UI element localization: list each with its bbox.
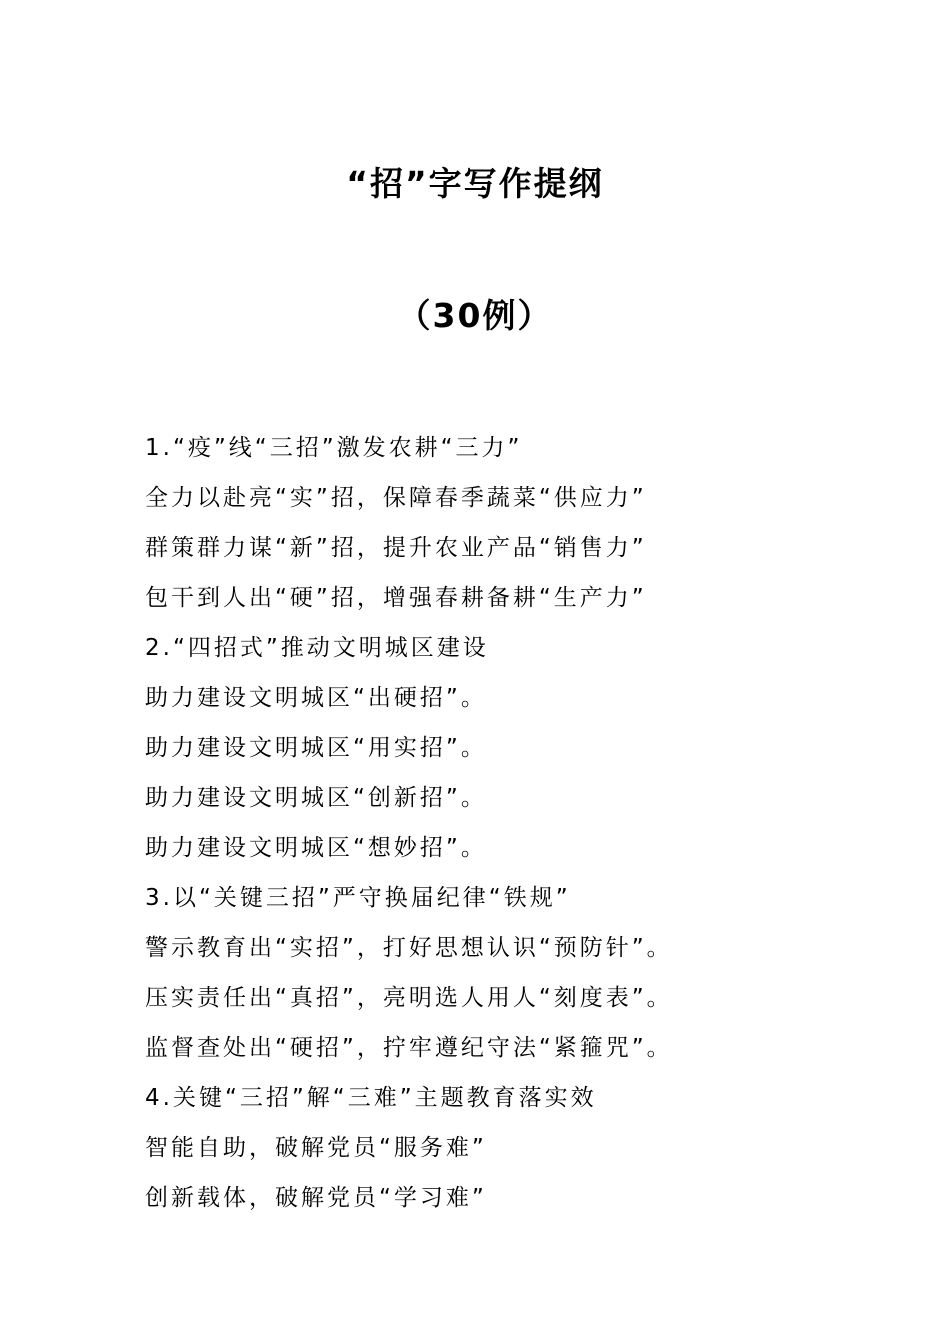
outline-item: 助力建设文明城区“想妙招”。 [145, 835, 487, 861]
outline-item: 助力建设文明城区“创新招”。 [145, 785, 487, 811]
outline-body [145, 430, 865, 1230]
outline-item: 助力建设文明城区“出硬招”。 [145, 685, 487, 711]
outline-item: 创新载体，破解党员“学习难” [145, 1185, 487, 1211]
outline-item: 智能自助，破解党员“服务难” [145, 1135, 487, 1161]
outline-item: 包干到人出“硬”招，增强春耕备耕“生产力” [145, 585, 647, 611]
document-title: “招”字写作提纲 [346, 164, 604, 203]
outline-item: 监督查处出“硬招”，拧牢遵纪守法“紧箍咒”。 [145, 1035, 673, 1061]
outline-heading-3: 3.以“关键三招”严守换届纪律“铁规” [145, 885, 571, 911]
document-subtitle: （30例） [397, 296, 553, 335]
outline-item: 群策群力谋“新”招，提升农业产品“销售力” [145, 535, 647, 561]
outline-item: 助力建设文明城区“用实招”。 [145, 735, 487, 761]
outline-item: 压实责任出“真招”，亮明选人用人“刻度表”。 [145, 985, 673, 1011]
outline-item: 全力以赴亮“实”招，保障春季蔬菜“供应力” [145, 485, 647, 511]
outline-item: 警示教育出“实招”，打好思想认识“预防针”。 [145, 935, 673, 961]
outline-heading-1: 1.“疫”线“三招”激发农耕“三力” [145, 435, 523, 461]
outline-heading-2: 2.“四招式”推动文明城区建设 [145, 635, 489, 661]
outline-heading-4: 4.关键“三招”解“三难”主题教育落实效 [145, 1085, 597, 1111]
